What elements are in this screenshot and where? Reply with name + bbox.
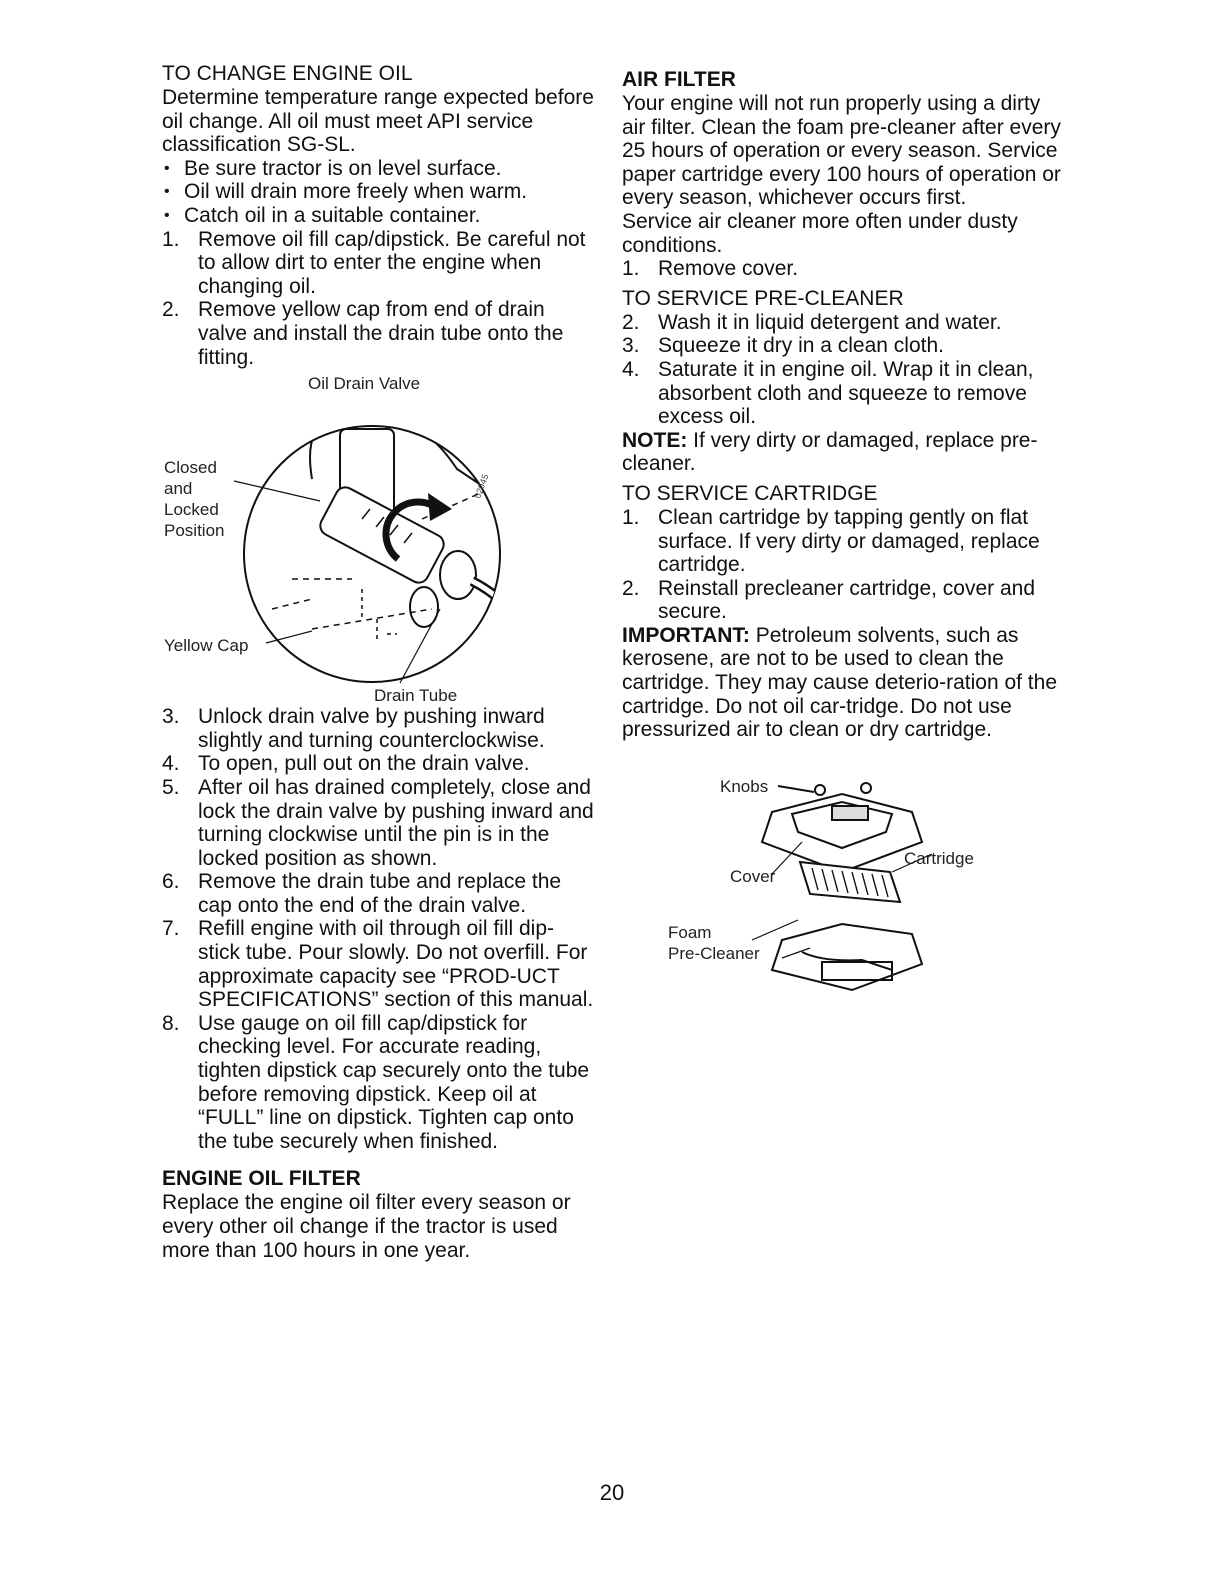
change-oil-intro: Determine temperature range expected before oil change. All oil must meet API service classification SG-SL.	[162, 86, 594, 157]
step-text: After oil has drained completely, close and lock the drain valve by pushing inward and turning clockwise until the pin is in the locked position as shown.	[198, 775, 594, 870]
right-column	[622, 62, 1062, 1022]
step-text: Squeeze it dry in a clean cloth.	[658, 334, 945, 358]
list-item	[162, 228, 594, 299]
important-text: Petroleum solvents, such as kerosene, are not to be used to clean the cartridge. They may cause deterio-ration of the cartridge. Do not oil car-tridge. Do not use pressurized air to clean or dry cartridge.	[622, 623, 1058, 742]
cartridge-steps	[622, 506, 1062, 624]
step-text: Reinstall precleaner cartridge, cover and secure.	[658, 576, 1036, 624]
step-text: Refill engine with oil through oil fill dip-stick tube. Pour slowly. Do not overfill. For approximate capacity see “PROD-UCT SPECIFICATIONS” section of this manual.	[198, 917, 594, 1012]
change-oil-heading: TO CHANGE ENGINE OIL	[162, 62, 413, 85]
step-text: Clean cartridge by tapping gently on flat surface. If very dirty or damaged, replace cartridge.	[658, 505, 1040, 577]
step-text: Wash it in liquid detergent and water.	[658, 310, 1002, 334]
step-number: 3.	[622, 334, 640, 358]
foam-pre-cleaner-label: Foam Pre-Cleaner	[668, 922, 760, 963]
step-number: 6.	[162, 870, 180, 894]
step-number: 1.	[622, 257, 640, 281]
remove-cover-step	[622, 257, 1062, 281]
step-number: 8.	[162, 1011, 180, 1035]
oil-drain-valve-figure	[162, 369, 594, 705]
step-number: 1.	[622, 505, 640, 529]
step-text: Remove oil fill cap/dipstick. Be careful not to allow dirt to enter the engine when changing oil.	[198, 227, 586, 298]
step-text: Remove cover.	[658, 257, 799, 281]
step-text: Remove yellow cap from end of drain valve and install the drain tube onto the fitting.	[198, 298, 564, 369]
page-number: 20	[599, 1480, 625, 1505]
list-item	[622, 334, 1062, 358]
list-item: • Be sure tractor is on level surface.	[162, 157, 594, 181]
step-number: 1.	[162, 227, 180, 251]
pre-cleaner-note	[622, 429, 1062, 476]
list-item	[162, 752, 594, 776]
list-item	[622, 358, 1062, 429]
step-number: 4.	[622, 357, 640, 381]
step-number: 2.	[622, 576, 640, 600]
step-text: Unlock drain valve by pushing inward slightly and turning counterclockwise.	[198, 705, 545, 752]
list-item	[622, 577, 1062, 624]
pre-cleaner-heading: TO SERVICE PRE-CLEANER	[622, 286, 904, 310]
note-text: If very dirty or damaged, replace pre-cleaner.	[622, 428, 1038, 476]
list-item	[622, 311, 1062, 335]
figure-title: Oil Drain Valve	[308, 374, 421, 394]
step-number: 3.	[162, 705, 180, 729]
list-item: • Oil will drain more freely when warm.	[162, 180, 594, 204]
cover-label: Cover	[730, 866, 776, 886]
step-number: 4.	[162, 752, 180, 776]
closed-locked-label: Closed and Locked Position	[164, 458, 225, 541]
drain-valve-illustration	[162, 369, 594, 689]
pre-cleaner-steps	[622, 311, 1062, 429]
list-item	[162, 1012, 594, 1154]
list-item	[162, 705, 594, 752]
step-number: 7.	[162, 917, 180, 941]
important-label: IMPORTANT:	[622, 623, 750, 647]
list-item	[622, 257, 1062, 281]
drain-tube-label: Drain Tube	[374, 686, 458, 706]
air-filter-dusty-note: Service air cleaner more often under dusty conditions.	[622, 209, 1018, 257]
air-filter-heading: AIR FILTER	[622, 68, 736, 91]
list-item	[162, 776, 594, 870]
change-oil-steps-a	[162, 228, 594, 370]
engine-oil-filter-heading: ENGINE OIL FILTER	[162, 1167, 361, 1191]
air-filter-figure	[622, 762, 1062, 1022]
step-number: 2.	[162, 298, 180, 322]
part-number: 02045	[472, 472, 491, 500]
step-text: Use gauge on oil fill cap/dipstick for checking level. For accurate reading, tighten dipstick cap securely onto the tube before removing dipstick. Keep oil at “FULL” line on dipstick. Tighten cap onto the tube securely when finished.	[198, 1011, 590, 1153]
change-oil-steps-b	[162, 705, 594, 1153]
important-note	[622, 624, 1062, 742]
cartridge-heading: TO SERVICE CARTRIDGE	[622, 481, 878, 505]
step-text: Remove the drain tube and replace the cap onto the end of the drain valve.	[198, 870, 562, 917]
left-column	[162, 62, 594, 1262]
list-item	[162, 298, 594, 369]
list-item	[622, 506, 1062, 577]
cartridge-label: Cartridge	[904, 848, 974, 868]
list-item: • Catch oil in a suitable container.	[162, 204, 594, 228]
knobs-label: Knobs	[720, 776, 769, 796]
list-item	[162, 870, 594, 917]
note-label: NOTE:	[622, 428, 688, 452]
step-text: To open, pull out on the drain valve.	[198, 752, 530, 776]
air-filter-illustration	[622, 762, 1062, 1022]
step-number: 5.	[162, 775, 180, 799]
change-oil-bullets	[162, 157, 594, 228]
air-filter-intro: Your engine will not run properly using a dirty air filter. Clean the foam pre-cleaner after every 25 hours of operation or every season. Service paper cartridge every 100 hours of operation or every season, whichever occurs first.	[622, 92, 1061, 210]
step-number: 2.	[622, 310, 640, 334]
list-item	[162, 917, 594, 1011]
step-text: Saturate it in engine oil. Wrap it in clean, absorbent cloth and squeeze to remove excess oil.	[658, 357, 1034, 429]
yellow-cap-label: Yellow Cap	[164, 636, 249, 656]
engine-oil-filter-text: Replace the engine oil filter every season or every other oil change if the tractor is used more than 100 hours in one year.	[162, 1191, 571, 1262]
